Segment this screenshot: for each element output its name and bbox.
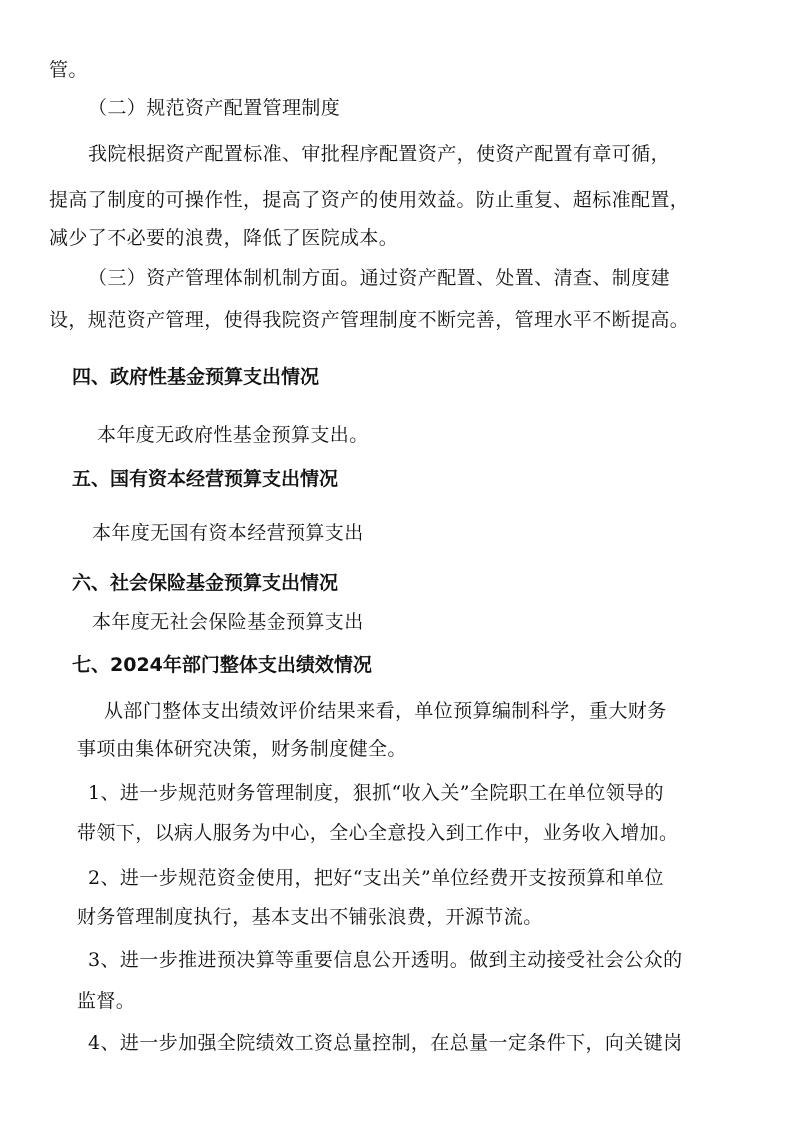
paragraph-line: 监督。 (77, 990, 136, 1012)
list-item: 1、进一步规范财务管理制度，狠抓“收入关”全院职工在单位领导的 (88, 782, 664, 804)
paragraph-line: 财务管理制度执行，基本支出不铺张浪费，开源节流。 (77, 906, 543, 928)
section-heading: 四、政府性基金预算支出情况 (72, 366, 320, 388)
paragraph-line: 带领下，以病人服务为中心，全心全意投入到工作中，业务收入增加。 (77, 822, 679, 844)
paragraph-line: 本年度无政府性基金预算支出。 (97, 424, 369, 446)
subsection-title: （二）规范资产配置管理制度 (88, 97, 341, 119)
paragraph-line: 从部门整体支出绩效评价结果来看，单位预算编制科学，重大财务 (104, 700, 667, 722)
paragraph-line: 我院根据资产配置标准、审批程序配置资产，使资产配置有章可循， (88, 143, 671, 165)
section-heading: 六、社会保险基金预算支出情况 (72, 572, 339, 594)
section-heading: 七、2024年部门整体支出绩效情况 (72, 654, 372, 676)
paragraph-line: 管。 (49, 59, 88, 81)
paragraph-line: 事项由集体研究决策，财务制度健全。 (77, 738, 407, 760)
list-item: 4、进一步加强全院绩效工资总量控制，在总量一定条件下，向关键岗 (88, 1032, 683, 1054)
paragraph-line: 本年度无社会保险基金预算支出 (92, 611, 364, 633)
paragraph-line: 本年度无国有资本经营预算支出 (92, 522, 364, 544)
section-heading: 五、国有资本经营预算支出情况 (72, 468, 339, 490)
paragraph-line: 减少了不必要的浪费，降低了医院成本。 (49, 227, 399, 249)
paragraph-line: 设，规范资产管理，使得我院资产管理制度不断完善，管理水平不断提高。 (49, 309, 690, 331)
list-item: 3、进一步推进预决算等重要信息公开透明。做到主动接受社会公众的 (88, 949, 683, 971)
paragraph-line: （三）资产管理体制机制方面。通过资产配置、处置、清查、制度建 (88, 267, 671, 289)
paragraph-line: 提高了制度的可操作性，提高了资产的使用效益。防止重复、超标准配置， (49, 189, 690, 211)
list-item: 2、进一步规范资金使用，把好“支出关”单位经费开支按预算和单位 (88, 867, 664, 889)
